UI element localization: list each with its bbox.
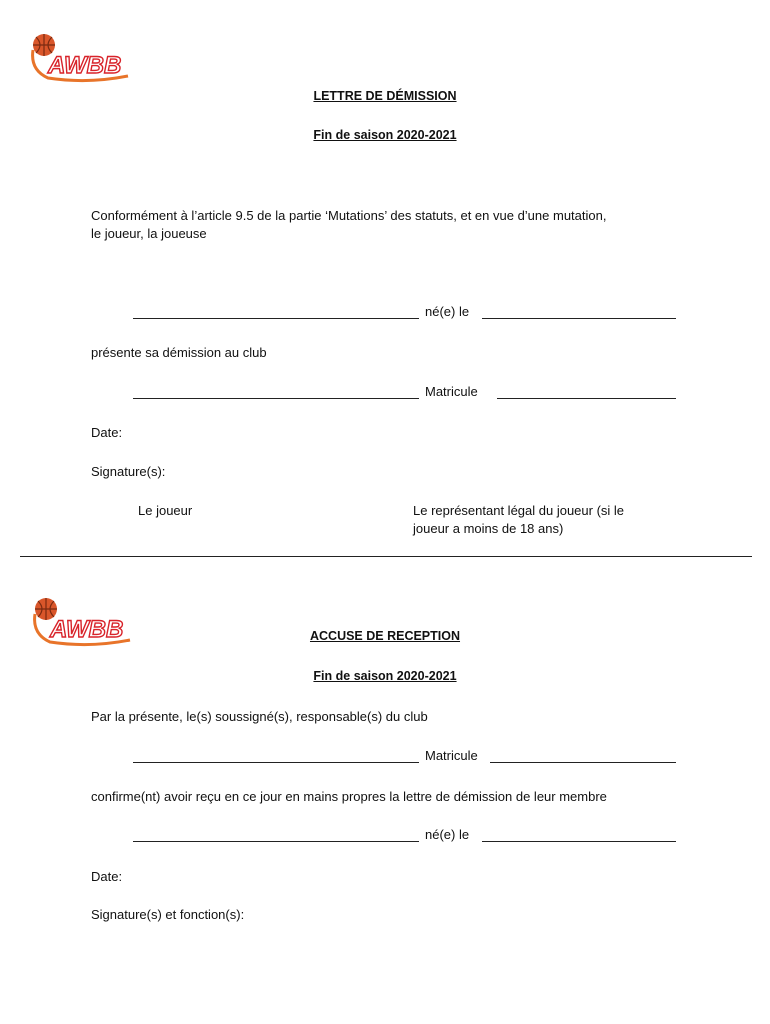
matricule-field[interactable]: [497, 398, 676, 399]
receipt-matricule-field[interactable]: [490, 762, 676, 763]
receipt-birth-date-field[interactable]: [482, 841, 676, 842]
receipt-season: Fin de saison 2020-2021: [313, 669, 457, 683]
receipt-signatures-label: Signature(s) et fonction(s):: [91, 907, 245, 922]
receipt-club-field[interactable]: [133, 762, 419, 763]
signatures-label: Signature(s):: [91, 464, 166, 479]
birth-date-field[interactable]: [482, 318, 676, 319]
receipt-member-name-field[interactable]: [133, 841, 419, 842]
player-signature-label: Le joueur: [138, 503, 193, 518]
section-divider: [20, 556, 752, 557]
letter-intro-line1: Conformément à l’article 9.5 de la partie ‘Mutations’ des statuts, et en vue d’une mutation,: [91, 208, 607, 223]
legal-rep-label-line2: joueur a moins de 18 ans): [413, 521, 564, 536]
receipt-title: ACCUSE DE RECEPTION: [309, 629, 461, 643]
player-name-field[interactable]: [133, 318, 419, 319]
logo-text: AWBB: [50, 616, 124, 643]
legal-rep-label-line1: Le représentant légal du joueur (si le: [413, 503, 625, 518]
receipt-matricule-label: Matricule: [425, 748, 478, 763]
letter-season: Fin de saison 2020-2021: [313, 128, 457, 142]
receipt-date-label: Date:: [91, 869, 123, 884]
awbb-logo: [28, 32, 140, 84]
resign-text: présente sa démission au club: [91, 345, 267, 360]
receipt-intro: Par la présente, le(s) soussigné(s), responsable(s) du club: [91, 709, 428, 724]
receipt-confirm-text: confirme(nt) avoir reçu en ce jour en mains propres la lettre de démission de leur membre: [91, 789, 607, 804]
club-name-field[interactable]: [133, 398, 419, 399]
matricule-label: Matricule: [425, 384, 478, 399]
receipt-born-label: né(e) le: [425, 827, 470, 842]
logo-text: AWBB: [48, 52, 122, 79]
date-label: Date:: [91, 425, 123, 440]
born-label: né(e) le: [425, 304, 470, 319]
letter-title: LETTRE DE DÉMISSION: [313, 89, 457, 103]
letter-intro-line2: le joueur, la joueuse: [91, 226, 207, 241]
